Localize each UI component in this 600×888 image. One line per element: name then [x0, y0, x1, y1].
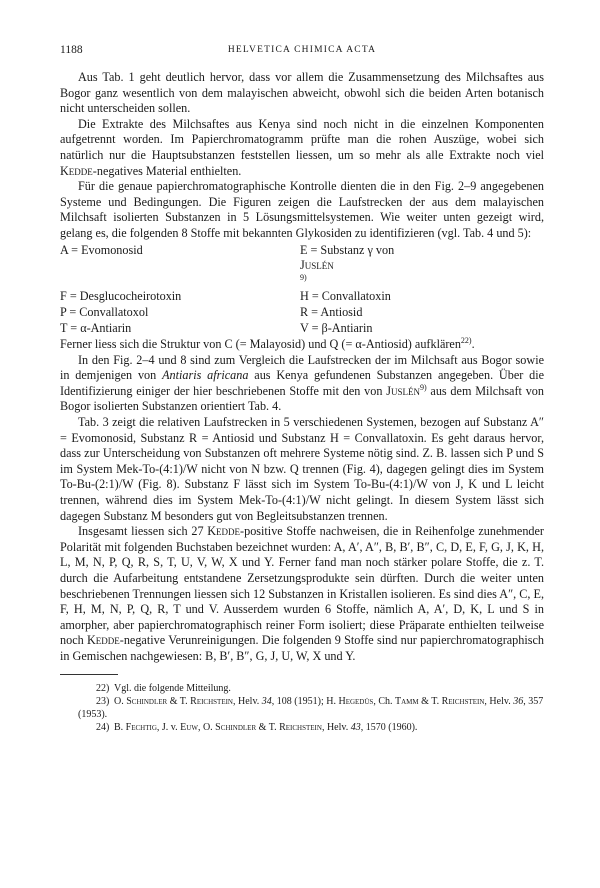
paragraph-4: Ferner liess sich die Struktur von C (= Malayosid) und Q (= α-Antiosid) aufklären$^{22)}$. [60, 336, 475, 352]
journal-page [60, 44, 544, 734]
paragraph-6: Tab. 3 zeigt die relativen Laufstrecken in 5 verschiedenen Systemen, bezogen auf Substanz A″ = Evomonosid, Substanz R = Antiosid und Substanz H = Convallatoxin. Es geht daraus hervor, dass zur Unterscheidung von Substanzen oft mehrere Systeme nötig sind. Z. B. lassen sich P und S im System Mek-To-(4:1)/W nicht von N bzw. Q trennen (Fig. 4), dagegen gelingt dies im System To-Bu-(2:1)/W (Fig. 8). Substanz F lässt sich im System To-Bu-(4:1)/W von J, K und L leicht trennen, während dies im System Mek-To-(4:1)/W nicht gelingt. In diesem System lässt sich dagegen Substanz M besonders gut von Begleitsubstanzen trennen. [60, 415, 544, 523]
footnote-ref[interactable]: 9) [419, 382, 427, 392]
footnote-divider [60, 674, 118, 675]
identification-item: R = Antiosid [300, 304, 363, 319]
footnote-ref[interactable]: 9) [300, 272, 307, 282]
paragraph-2: Die Extrakte des Milchsaftes aus Kenya sind noch nicht in die einzelnen Komponenten aufgetrennt worden. Im Papierchromatogramm prüfte man die rohen Auszüge, wobei sich natürlich nur die Hauptsubstanzen feststellen liessen, um so mehr als alle Extrakte noch viel Kedde-negatives Material enthielten. [60, 116, 544, 178]
identification-item: P = Convallatoxol [60, 304, 149, 319]
species-name: Antiaris africana [162, 368, 249, 383]
paragraph-7: Insgesamt liessen sich 27 Kedde-positive Stoffe nachweisen, die in Reihenfolge zunehmender Polarität mit folgenden Buchstaben bezeichnet wurden: A, A′, A″, B, B′, B″, C, D, E, F, G, J, K, H, L, M, N, P, Q, R, S, T, U, V, W, X und Y. Ferner fand man noch stärker polare Stoffe, die z. T. durch die Aufarbeitung entstandene Zersetzungsprodukte sein dürften. Durch die weiter unten beschriebenen Trennungen liessen sich 12 Substanzen in Kristallen isolieren. Es sind dies A″, C, E, F, H, M, N, P, Q, R, T und V. Ausserdem wurden 6 Stoffe, nämlich A, A′, D, K, L und S in amorpher, aber papierchromatographisch reiner Form isoliert; diese Präparate enthielten teilweise noch Kedde-negative Verunreinigungen. Die folgenden 9 Stoffe sind nur papierchromatographisch in Gemischen nachgewiesen: B, B′, B″, G, J, U, W, X und Y. [60, 524, 544, 663]
paragraph-1: Aus Tab. 1 geht deutlich hervor, dass vor allem die Zusammensetzung des Milchsaftes aus Bogor ganz wesentlich von dem malayischen abweicht, obwohl sich die beiden Arten botanisch nicht unterscheiden sollen. [60, 70, 544, 116]
footnotes [60, 682, 544, 734]
identification-item: A = Evomonosid [60, 242, 143, 257]
identification-list [60, 243, 544, 337]
identification-item: T = α-Antiarin [60, 320, 132, 335]
footnote-24: 24) B. Fechtig, J. v. Euw, O. Schindler & T. Reichstein, Helv. 43, 1570 (1960). [96, 721, 418, 733]
footnote-ref[interactable]: 22) [460, 336, 472, 346]
footnote-22: 22) Vgl. die folgende Mitteilung. [96, 682, 231, 694]
identification-item: V = β-Antiarin [300, 320, 373, 335]
page-number: 1188 [60, 44, 83, 56]
identification-item: F = Desglucocheirotoxin [60, 289, 182, 304]
article-body [60, 70, 544, 734]
footnote-23: 23) O. Schindler & T. Reichstein, Helv. 34, 108 (1951); H. Hegedüs, Ch. Tamm & T. Reichstein, Helv. 36, 357 (1953). [78, 695, 544, 720]
paragraph-5: In den Fig. 2–4 und 8 sind zum Vergleich die Laufstrecken der im Milchsaft aus Bogor sowie in demjenigen von Antiaris africana aus Kenya gefundenen Substanzen angegeben. Über die Identifizierung einiger der hier beschriebenen Stoffe mit den von Juslén$^{9)}$ aus dem Milchsaft von Bogor isolierten Substanzen orientiert Tab. 4. [60, 352, 544, 414]
paragraph-3: Für die genaue papierchromatographische Kontrolle dienten die in den Fig. 2–9 angegebenen Systeme und Bedingungen. Die Figuren zeigen die Laufstrecken der aus dem malayischen Milchsaft isolierten Substanzen in 5 Lösungsmittelsystemen. Wie weiter unten gezeigt wird, gelang es, die folgenden 8 Stoffe mit bekannten Glykosiden zu identifizieren (vgl. Tab. 4 und 5): [60, 179, 544, 240]
journal-title: HELVETICA CHIMICA ACTA [227, 45, 377, 55]
page-header [60, 44, 544, 60]
identification-item: H = Convallatoxin [300, 289, 391, 304]
kedde-reagent: Kedde [60, 163, 93, 178]
identification-item: E = Substanz γ von Juslén $^{9)}$ [300, 242, 395, 282]
